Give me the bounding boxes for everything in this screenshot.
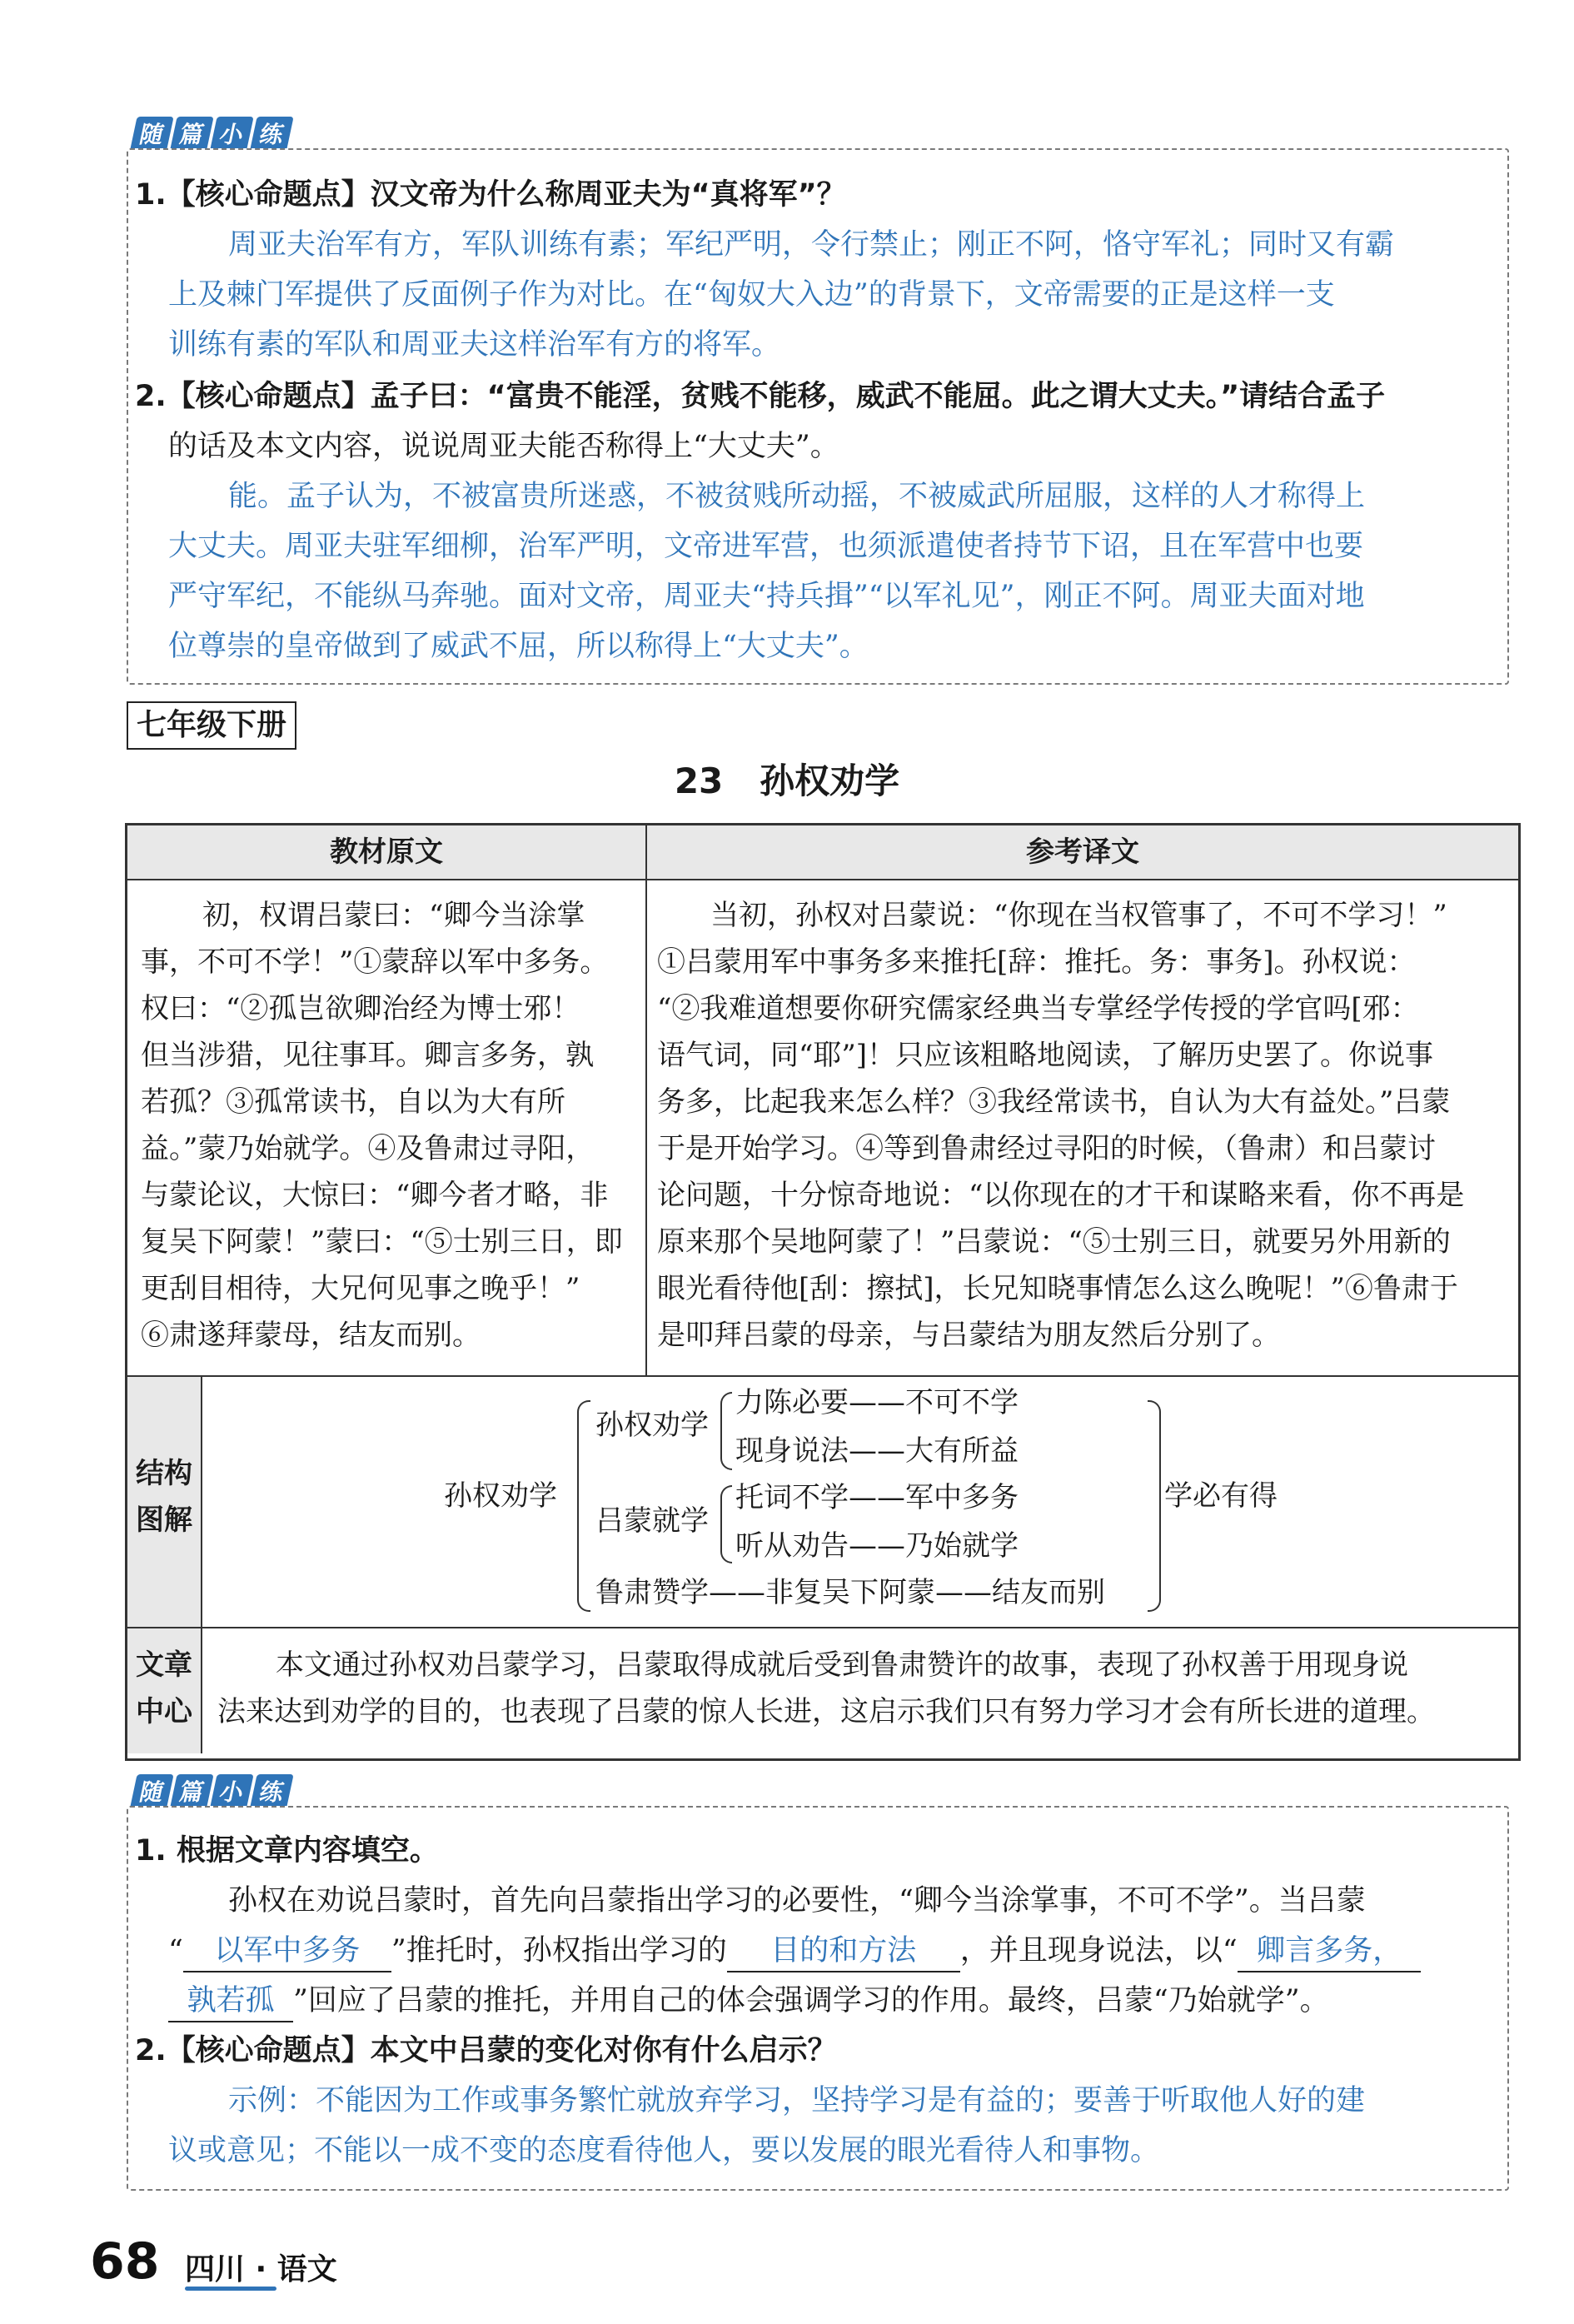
column-separator xyxy=(645,825,647,1375)
branch-3: 鲁肃赞学——非复吴下阿蒙——结友而别 xyxy=(595,1576,1105,1609)
footer-text: 四川 · 语文 xyxy=(185,2252,337,2287)
answer-2-line-3: 严守军纪，不能纵马奔驰。面对文帝，周亚夫“持兵揖”“以军礼见”，刚正不阿。周亚夫面对地 xyxy=(168,580,1365,613)
lesson-table: 教材原文 参考译文 初，权谓吕蒙曰：“卿今当涂掌 事，不可不学！”①蒙辞以军中多务。 权曰：“②孤岂欲卿治经为博士邪！ 但当涉猎，见往事耳。卿言多务，孰 若孤？③孤常读书，自以为大有所 益。”蒙乃始就学。④及鲁肃过寻阳， 与蒙论议，大惊曰：“卿今者才略，非 复吴下阿蒙！”蒙曰：“⑤士别三日，即 更刮目相待，大兄何见事之晚乎！” ⑥肃遂拜蒙母，结友而别。 当初，孙权对吕蒙说：“你现在当权管事了，不可不学习！” ①吕蒙用军中事务多来推托[辞：推托。务：事务]。孙权说： “②我难道想要你研究儒家经典当专掌经学传授的学官吗[邪： 语气词，同“耶”]！只应该粗略地阅读，了解历史罢了。你说事 务多，比起我来怎么样？③我经常读书，自认为大有益处。”吕蒙 于是开始学习。④等到鲁肃经过寻阳的时候，（鲁肃）和吕蒙讨 论问题，十分惊奇地说：“以你现在的才干和谋略来看，你不再是 原来那个吴地阿蒙了！”吕蒙说：“⑤士别三日，就要另外用新的 眼光看待他[刮：擦拭]，长兄知晓事情怎么这么晚呢！”⑥鲁肃于 是叩拜吕蒙的母亲，与吕蒙结为朋友然后分别了。 结构 图解 孙权劝学 孙权劝学 力陈必要——不可不学 现身说法——大有所益 吕蒙就学 托词不学——军中多务 听从劝告——乃始就学 鲁肃赞学——非复吴下阿蒙——结友而别 学必有得 文章 中心 本文通过孙权劝吕蒙学习，吕蒙取得成就后受到鲁肃赞许的故事，表现了孙权善于用现身说 法来达到劝学的目的，也表现了吕蒙的惊人长进，这启示我们只有努力学习才会有所长进的道理。 xyxy=(125,823,1521,1761)
center-text-line-1: 本文通过孙权劝吕蒙学习，吕蒙取得成就后受到鲁肃赞许的故事，表现了孙权善于用现身说 xyxy=(276,1648,1408,1682)
practice-box-1 xyxy=(127,148,1509,685)
structure-conclusion: 学必有得 xyxy=(1164,1479,1278,1513)
question-2-line-1: 2.【核心命题点】孟子曰：“富贵不能淫，贫贱不能移，威武不能屈。此之谓大丈夫。”请结合孟子 xyxy=(135,380,1386,413)
fill-line-1: 孙权在劝说吕蒙时，首先向吕蒙指出学习的必要性，“卿今当涂掌事，不可不学”。当吕蒙 xyxy=(228,1884,1366,1918)
blank-2[interactable]: 目的和方法 xyxy=(727,1931,960,1972)
lesson-number: 23 xyxy=(674,761,724,801)
row-separator-2 xyxy=(127,1627,1518,1628)
question-1: 1.【核心命题点】汉文帝为什么称周亚夫为“真将军”？ xyxy=(135,178,846,212)
structure-root: 孙权劝学 xyxy=(444,1479,557,1513)
answer-2b-line-2: 议或意见；不能以一成不变的态度看待他人，要以发展的眼光看待人和事物。 xyxy=(168,2134,1160,2167)
answer-2-line-1: 能。孟子认为，不被富贵所迷惑，不被贫贱所动摇，不被威武所屈服，这样的人才称得上 xyxy=(228,480,1366,513)
branch-2-brace xyxy=(720,1485,732,1563)
row-separator-1 xyxy=(127,1375,1518,1377)
answer-1-line-1: 周亚夫治军有方，军队训练有素；军纪严明，令行禁止；刚正不阿，恪守军礼；同时又有霸 xyxy=(228,228,1395,262)
answer-1-line-2: 上及棘门军提供了反面例子作为对比。在“匈奴大入边”的背景下，文帝需要的正是这样一支 xyxy=(168,278,1335,312)
fill-line-3: 孰若孤 ”回应了吕蒙的推托，并用自己的体会强调学习的作用。最终，吕蒙“乃始就学”。 xyxy=(168,1981,1329,2022)
center-label: 文章 中心 xyxy=(127,1628,202,1753)
blank-1[interactable]: 以军中多务 xyxy=(183,1931,391,1972)
header-translation: 参考译文 xyxy=(647,825,1518,880)
lesson-title xyxy=(0,754,1574,804)
answer-2-line-2: 大丈夫。周亚夫驻军细柳，治军严明，文帝进军营，也须派遣使者持节下诏，且在军营中也要 xyxy=(168,530,1364,563)
conclusion-brace xyxy=(1148,1400,1161,1612)
question-2-line-2: 的话及本文内容，说说周亚夫能否称得上“大丈夫”。 xyxy=(168,430,839,463)
blank-3-part-1[interactable]: 卿言多务， xyxy=(1238,1931,1421,1972)
page-number: 68 xyxy=(90,2232,160,2291)
branch-1: 孙权劝学 xyxy=(595,1409,709,1442)
structure-label: 结构 图解 xyxy=(127,1377,202,1627)
practice-label-1: 随 篇 小 练 xyxy=(133,117,290,153)
practice-box-2 xyxy=(127,1806,1509,2191)
answer-2b-line-1: 示例：不能因为工作或事务繁忙就放弃学习，坚持学习是有益的；要善于听取他人好的建 xyxy=(228,2084,1366,2117)
fill-line-2: “ 以军中多务 ”推托时，孙权指出学习的 目的和方法 ，并且现身说法，以“ 卿言多务， xyxy=(168,1931,1421,1972)
branch-2: 吕蒙就学 xyxy=(595,1504,709,1538)
branch-2-item-2: 听从劝告——乃始就学 xyxy=(735,1529,1019,1563)
blank-3-part-2[interactable]: 孰若孤 xyxy=(168,1981,293,2022)
root-brace xyxy=(577,1400,590,1612)
center-text-line-2: 法来达到劝学的目的，也表现了吕蒙的惊人长进，这启示我们只有努力学习才会有所长进的道理。 xyxy=(217,1695,1435,1728)
fill-question: 1. 根据文章内容填空。 xyxy=(135,1834,439,1868)
answer-2-line-4: 位尊崇的皇帝做到了威武不屈，所以称得上“大丈夫”。 xyxy=(168,630,869,663)
grade-label: 七年级下册 xyxy=(127,701,296,750)
branch-1-item-2: 现身说法——大有所益 xyxy=(735,1434,1019,1468)
header-original: 教材原文 xyxy=(127,825,645,880)
practice-label-2: 随 篇 小 练 xyxy=(133,1774,290,1811)
branch-1-item-1: 力陈必要——不可不学 xyxy=(735,1386,1019,1419)
branch-1-brace xyxy=(720,1392,732,1470)
answer-1-line-3: 训练有素的军队和周亚夫这样治军有方的将军。 xyxy=(168,328,781,362)
lesson-name: 孙权劝学 xyxy=(760,761,900,801)
footer-accent-bar xyxy=(185,2287,276,2291)
question-2b: 2.【核心命题点】本文中吕蒙的变化对你有什么启示？ xyxy=(135,2034,837,2067)
branch-2-item-1: 托词不学——军中多务 xyxy=(735,1481,1019,1514)
